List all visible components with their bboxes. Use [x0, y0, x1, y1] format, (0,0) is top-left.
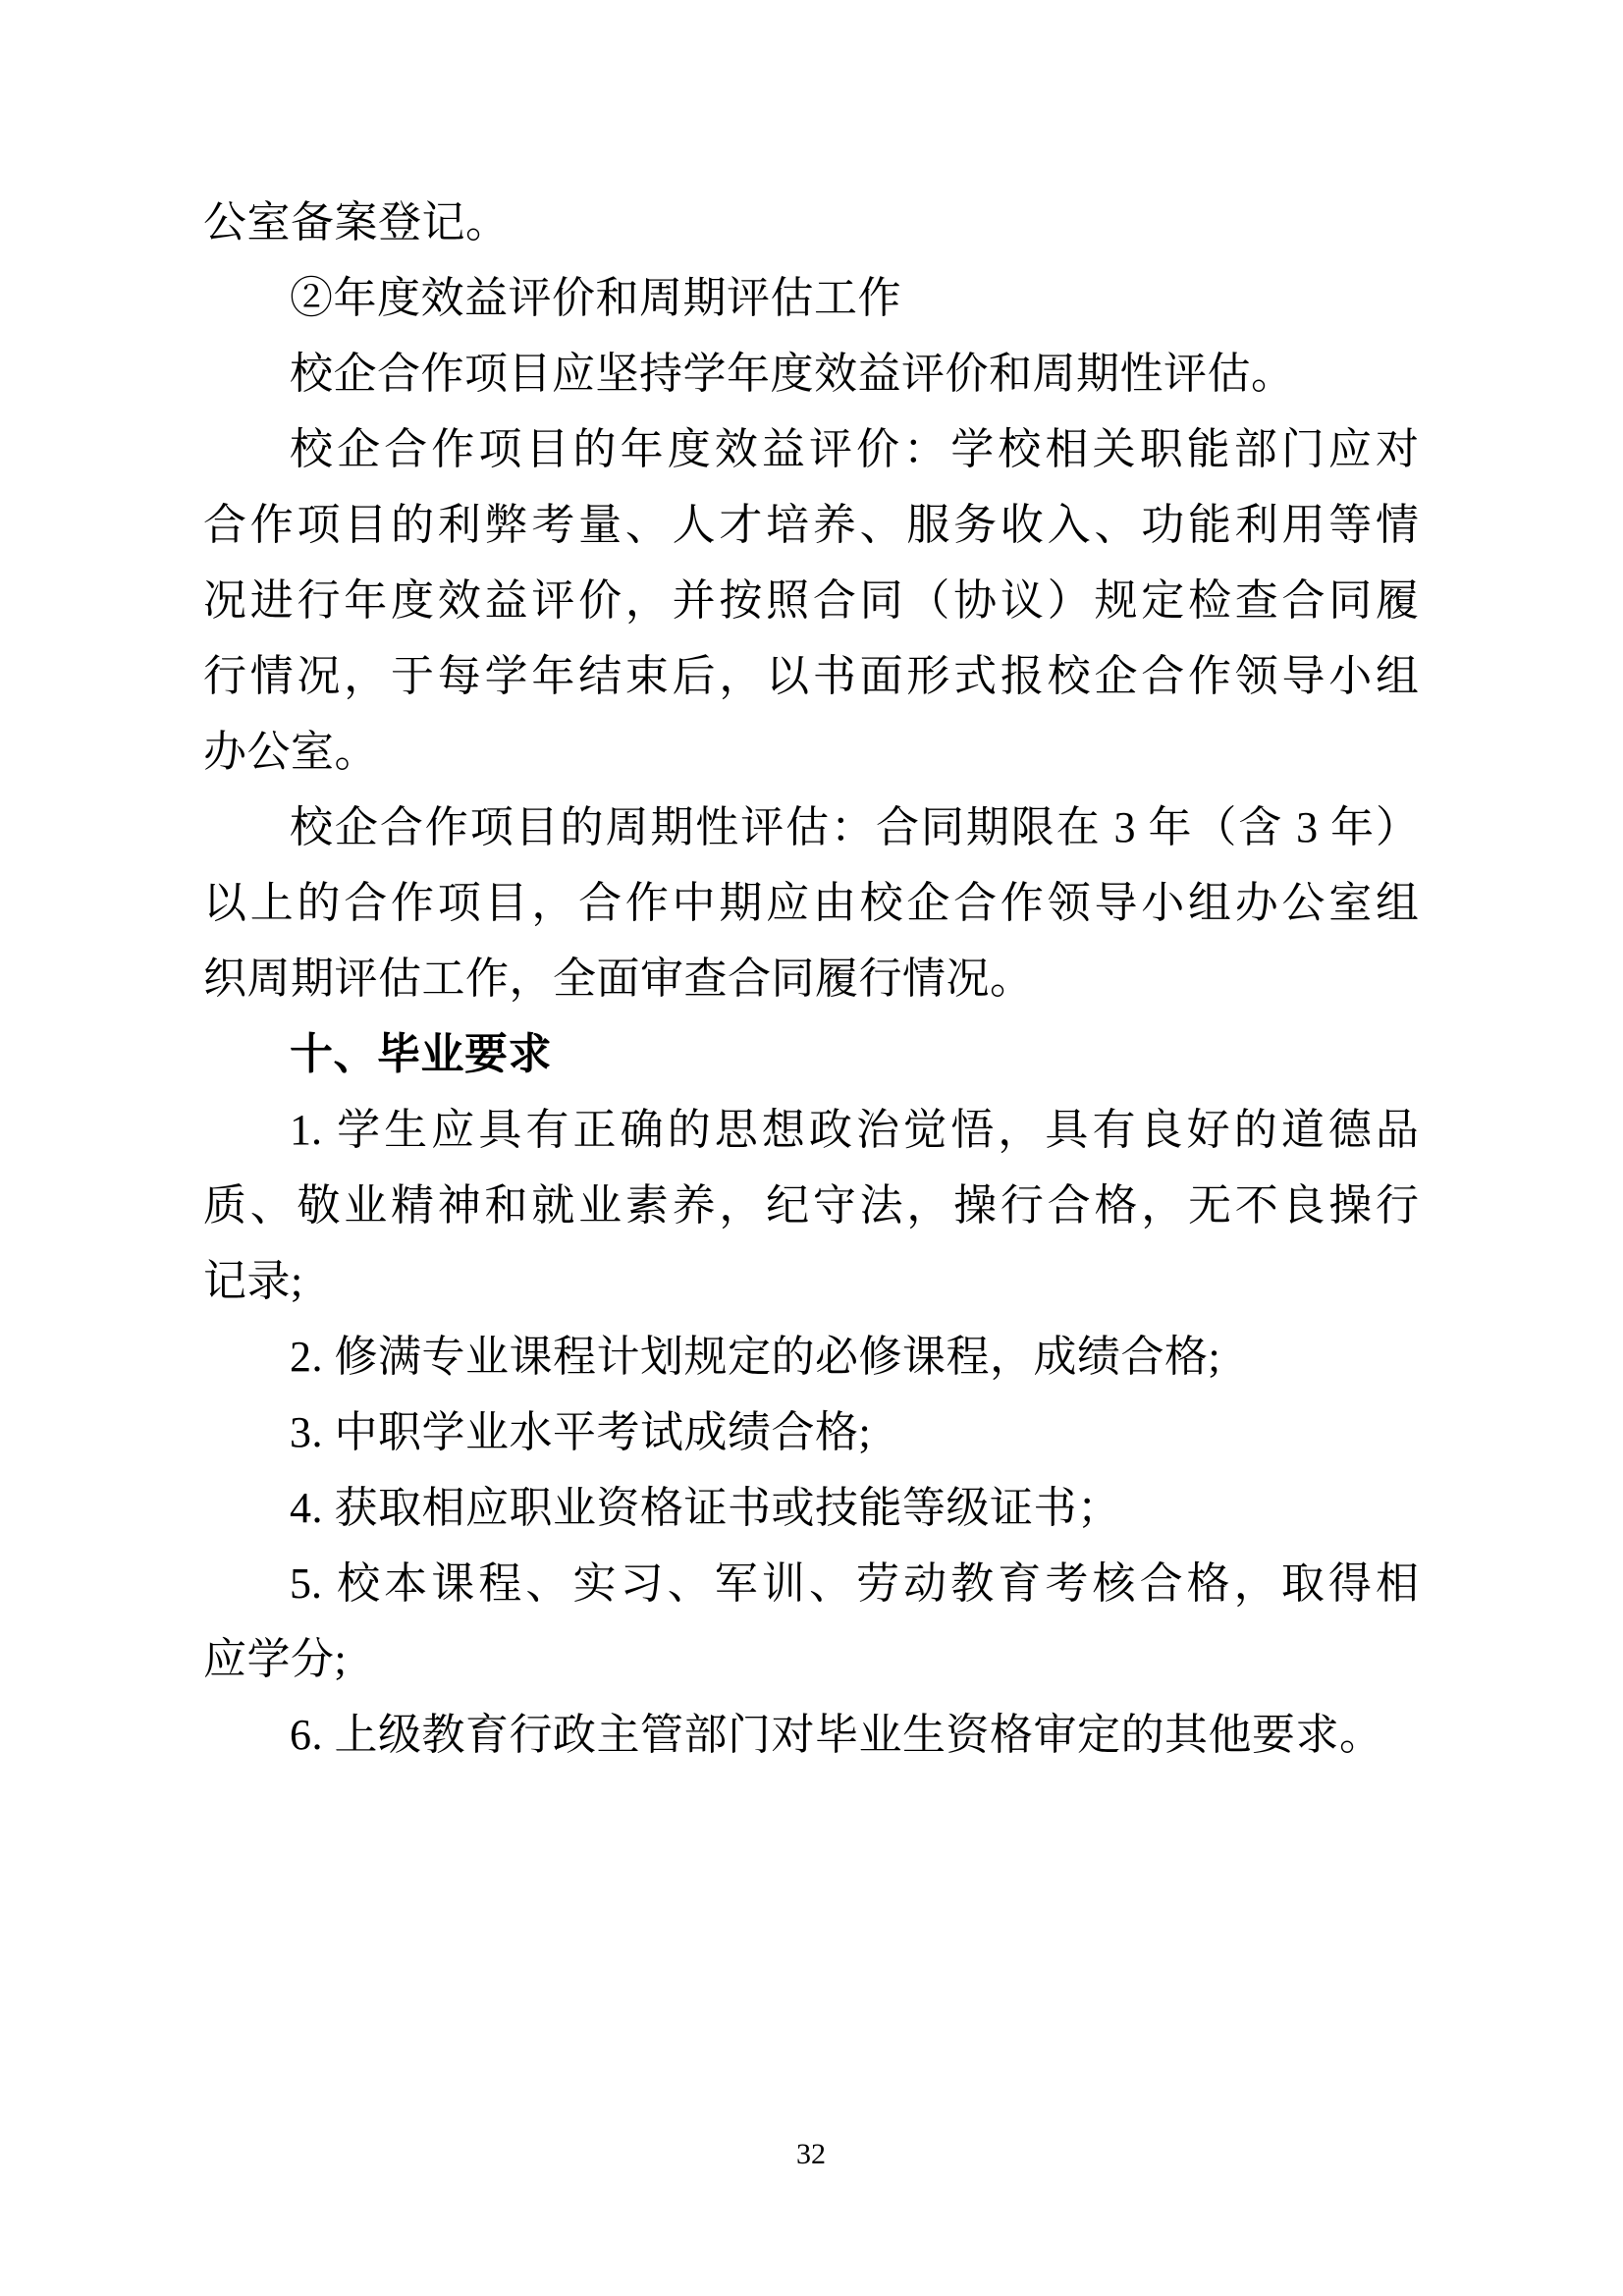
document-line: 4. 获取相应职业资格证书或技能等级证书；	[290, 1484, 1121, 1532]
document-line: 行情况，于每学年结束后，以书面形式报校企合作领导小组	[203, 652, 1419, 700]
document-line: 记录;	[203, 1257, 303, 1305]
document-line: 5. 校本课程、实习、军训、劳动教育考核合格，取得相	[290, 1559, 1419, 1608]
document-line: 2. 修满专业课程计划规定的必修课程，成绩合格;	[290, 1333, 1221, 1381]
document-line: 3. 中职学业水平考试成绩合格;	[290, 1408, 872, 1456]
document-line: 公室备案登记。	[203, 198, 510, 246]
section-heading: 十、毕业要求	[290, 1030, 552, 1078]
document-line: ②年度效益评价和周期评估工作	[290, 274, 901, 322]
document-line: 校企合作项目应坚持学年度效益评价和周期性评估。	[290, 350, 1295, 398]
document-line: 校企合作项目的周期性评估：合同期限在 3 年（含 3 年）	[290, 803, 1419, 851]
document-line: 6. 上级教育行政主管部门对毕业生资格审定的其他要求。	[290, 1711, 1383, 1759]
document-line: 合作项目的利弊考量、人才培养、服务收入、功能利用等情	[203, 501, 1419, 549]
document-body	[203, 185, 1419, 1773]
document-line: 况进行年度效益评价，并按照合同（协议）规定检查合同履	[203, 576, 1419, 625]
document-line: 质、敬业精神和就业素养，纪守法，操行合格，无不良操行	[203, 1181, 1419, 1230]
document-line: 以上的合作项目，合作中期应由校企合作领导小组办公室组	[203, 879, 1419, 927]
page-number: 32	[796, 2138, 826, 2170]
document-line: 1. 学生应具有正确的思想政治觉悟，具有良好的道德品	[290, 1106, 1419, 1154]
document-line: 应学分;	[203, 1635, 348, 1683]
document-line: 校企合作项目的年度效益评价：学校相关职能部门应对	[290, 425, 1419, 473]
document-line: 办公室。	[203, 728, 378, 776]
document-line: 织周期评估工作，全面审查合同履行情况。	[203, 955, 1034, 1003]
